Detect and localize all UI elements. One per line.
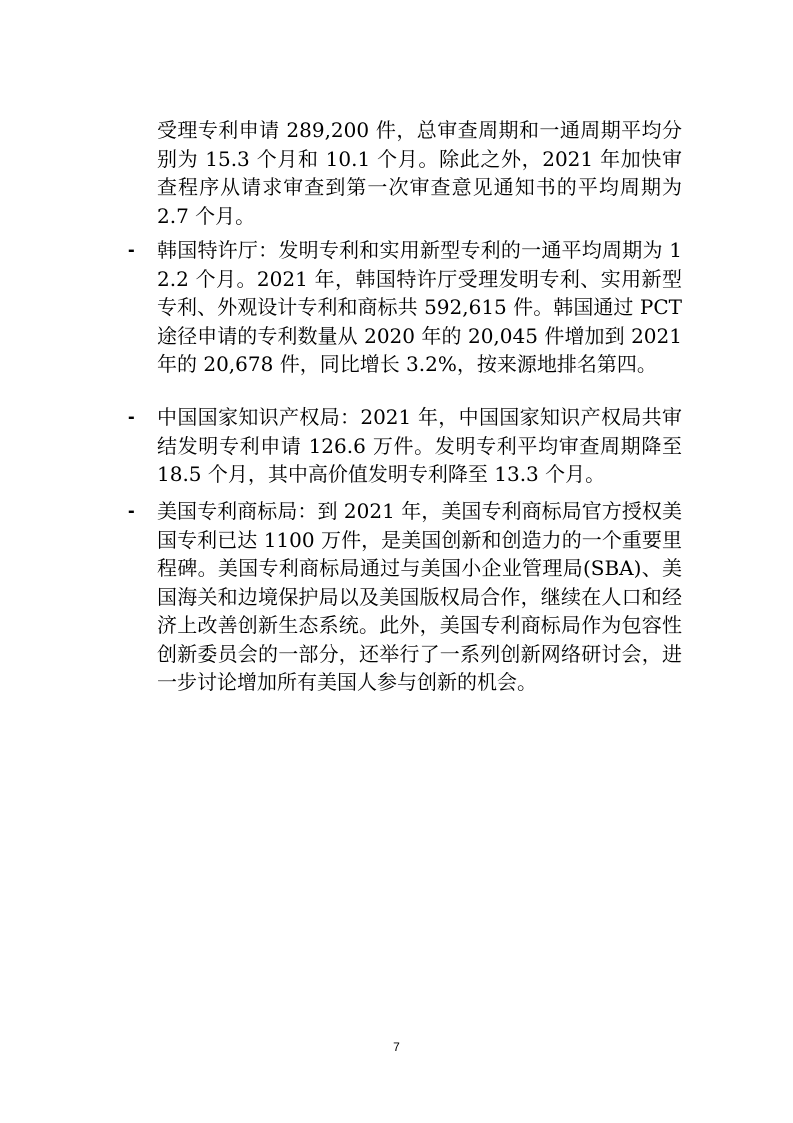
list-item-uspto: 美国专利商标局：到 2021 年，美国专利商标局官方授权美国专利已达 1100 万件，是美国创新和创造力的一个重要里程碑。美国专利商标局通过与美国小企业管理局(SBA)、美国海关和边境保护局以及美国版权局合作，继续在人口和经济上改善创新生态系统。此外，美国专利商标局作为包容性创新委员会的一部分，还举行了一系列创新网络研讨会，进一步讨论增加所有美国人参与创新的机会。 (157, 499, 682, 694)
list-bullet: - (128, 500, 135, 522)
list-bullet: - (128, 239, 135, 261)
list-item-korean-ipo: 韩国特许厅：发明专利和实用新型专利的一通平均周期为 12.2 个月。2021 年，韩国特许厅受理发明专利、实用新型专利、外观设计专利和商标共 592,615 件。韩国通过 PCT 途径申请的专利数量从 2020 年的 20,045 件增加到 2021 年的 20,678 件，同比增长 3.2%，按来源地排名第四。 (157, 238, 682, 376)
page-number: 7 (393, 1040, 400, 1054)
list-item-cnipa: 中国国家知识产权局：2021 年，中国国家知识产权局共审结发明专利申请 126.6 万件。发明专利平均审查周期降至 18.5 个月，其中高价值发明专利降至 13.3 个月。 (157, 405, 682, 486)
list-bullet: - (128, 406, 135, 428)
continuation-paragraph: 受理专利申请 289,200 件，总审查周期和一通周期平均分别为 15.3 个月和 10.1 个月。除此之外，2021 年加快审查程序从请求审查到第一次审查意见通知书的平均周期为 2.7 个月。 (157, 118, 682, 228)
